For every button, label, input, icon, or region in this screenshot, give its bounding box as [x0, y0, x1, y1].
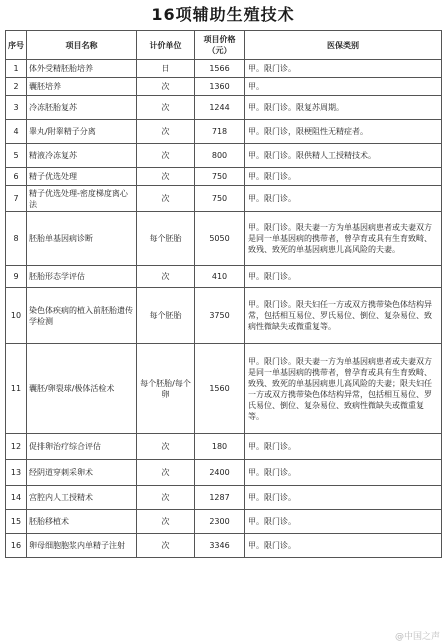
row-category: 甲。限门诊。	[245, 486, 442, 510]
table-row	[6, 96, 442, 120]
row-index: 16	[6, 534, 27, 558]
row-item-name: 精子优选处理-密度梯度离心法	[27, 186, 137, 212]
table-row	[6, 460, 442, 486]
row-category: 甲。限门诊。限夫妻一方为单基因病患者或夫妻双方是同一单基因病的携带者，曾孕育或具有生育致畸、致残、致死的单基因病患儿高风险的夫妻；限夫妇任一方或双方携带染色体结构异常，包括相互易位、罗氏易位、倒位、复杂易位、致病性微缺失或微重复等。	[245, 344, 442, 434]
row-index: 10	[6, 288, 27, 344]
fee-table	[5, 30, 442, 558]
table-row	[6, 60, 442, 78]
row-unit: 次	[137, 486, 195, 510]
header-category: 医保类别	[245, 31, 442, 60]
row-category: 甲。限门诊。	[245, 266, 442, 288]
header-index: 序号	[6, 31, 27, 60]
table-row	[6, 486, 442, 510]
row-price: 3346	[195, 534, 245, 558]
row-item-name: 囊胚/卵裂球/极体活检术	[27, 344, 137, 434]
table-row	[6, 78, 442, 96]
table-row	[6, 288, 442, 344]
row-category: 甲。限门诊。限复苏周期。	[245, 96, 442, 120]
row-item-name: 宫腔内人工授精术	[27, 486, 137, 510]
row-index: 7	[6, 186, 27, 212]
row-unit: 次	[137, 144, 195, 168]
row-price: 2400	[195, 460, 245, 486]
row-item-name: 体外受精胚胎培养	[27, 60, 137, 78]
row-item-name: 囊胚培养	[27, 78, 137, 96]
row-category: 甲。限门诊。	[245, 460, 442, 486]
row-index: 8	[6, 212, 27, 266]
row-item-name: 精液冷冻复苏	[27, 144, 137, 168]
row-category: 甲。限门诊。	[245, 186, 442, 212]
table-row	[6, 510, 442, 534]
row-item-name: 胚胎形态学评估	[27, 266, 137, 288]
row-category: 甲。限门诊。	[245, 60, 442, 78]
row-price: 410	[195, 266, 245, 288]
row-price: 1360	[195, 78, 245, 96]
table-row	[6, 344, 442, 434]
table-row	[6, 168, 442, 186]
row-unit: 次	[137, 266, 195, 288]
row-unit: 次	[137, 96, 195, 120]
row-category: 甲。限门诊。限供精人工授精技术。	[245, 144, 442, 168]
row-index: 14	[6, 486, 27, 510]
document-title: 16项辅助生殖技术	[151, 5, 295, 24]
row-index: 15	[6, 510, 27, 534]
row-item-name: 睾丸/附睾精子分离	[27, 120, 137, 144]
row-price: 1244	[195, 96, 245, 120]
row-price: 750	[195, 168, 245, 186]
row-unit: 次	[137, 78, 195, 96]
row-price: 2300	[195, 510, 245, 534]
row-index: 12	[6, 434, 27, 460]
table-header-row	[6, 31, 442, 60]
row-price: 3750	[195, 288, 245, 344]
table-body	[6, 60, 442, 558]
table-row	[6, 434, 442, 460]
table-row	[6, 212, 442, 266]
row-item-name: 精子优选处理	[27, 168, 137, 186]
row-price: 1560	[195, 344, 245, 434]
row-unit: 次	[137, 168, 195, 186]
row-category: 甲。限门诊。限夫妇任一方或双方携带染色体结构异常，包括相互易位、罗氏易位、倒位、复杂易位、致病性微缺失或微重复等。	[245, 288, 442, 344]
row-price: 800	[195, 144, 245, 168]
row-item-name: 冷冻胚胎复苏	[27, 96, 137, 120]
table-row	[6, 120, 442, 144]
row-item-name: 染色体疾病的植入前胚胎遗传学检测	[27, 288, 137, 344]
row-item-name: 胚胎单基因病诊断	[27, 212, 137, 266]
row-index: 9	[6, 266, 27, 288]
row-category: 甲。限门诊。	[245, 510, 442, 534]
row-price: 1566	[195, 60, 245, 78]
table-row	[6, 266, 442, 288]
table-row	[6, 534, 442, 558]
row-item-name: 促排卵治疗综合评估	[27, 434, 137, 460]
row-price: 750	[195, 186, 245, 212]
row-category: 甲。限门诊。	[245, 434, 442, 460]
row-unit: 次	[137, 534, 195, 558]
header-item-name: 项目名称	[27, 31, 137, 60]
row-index: 3	[6, 96, 27, 120]
row-category: 甲。限门诊，限梗阻性无精症者。	[245, 120, 442, 144]
row-index: 1	[6, 60, 27, 78]
row-unit: 次	[137, 120, 195, 144]
row-index: 13	[6, 460, 27, 486]
row-item-name: 卵母细胞胞浆内单精子注射	[27, 534, 137, 558]
row-price: 180	[195, 434, 245, 460]
row-price: 1287	[195, 486, 245, 510]
row-index: 5	[6, 144, 27, 168]
header-unit: 计价单位	[137, 31, 195, 60]
table-row	[6, 144, 442, 168]
row-unit: 每个胚胎	[137, 212, 195, 266]
row-unit: 次	[137, 186, 195, 212]
row-unit: 次	[137, 510, 195, 534]
row-unit: 日	[137, 60, 195, 78]
row-index: 6	[6, 168, 27, 186]
row-index: 4	[6, 120, 27, 144]
row-unit: 每个胚胎/每个卵	[137, 344, 195, 434]
row-category: 甲。限门诊。限夫妻一方为单基因病患者或夫妻双方是同一单基因病的携带者，曾孕育或具有生育致畸、致残、致死的单基因病患儿高风险的夫妻。	[245, 212, 442, 266]
row-item-name: 胚胎移植术	[27, 510, 137, 534]
row-index: 2	[6, 78, 27, 96]
row-unit: 次	[137, 460, 195, 486]
row-category: 甲。	[245, 78, 442, 96]
row-unit: 次	[137, 434, 195, 460]
row-item-name: 经阴道穿刺采卵术	[27, 460, 137, 486]
row-index: 11	[6, 344, 27, 434]
row-price: 5050	[195, 212, 245, 266]
row-unit: 每个胚胎	[137, 288, 195, 344]
row-price: 718	[195, 120, 245, 144]
row-category: 甲。限门诊。	[245, 168, 442, 186]
table-row	[6, 186, 442, 212]
row-category: 甲。限门诊。	[245, 534, 442, 558]
source-watermark: @中国之声	[394, 632, 440, 642]
header-price: 项目价格（元）	[195, 31, 245, 60]
